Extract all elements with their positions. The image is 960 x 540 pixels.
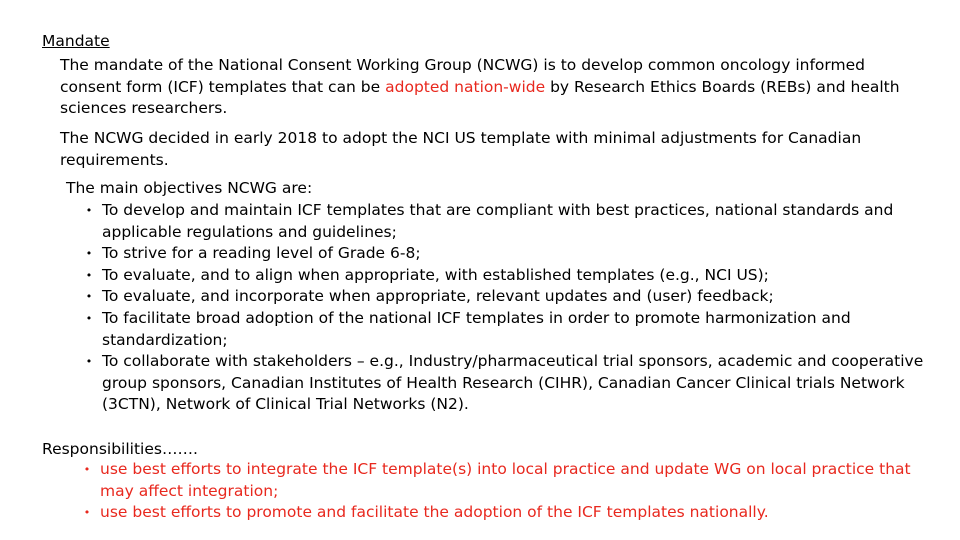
mandate-text-part-2: by Research Ethics Boards (REBs) and health sciences researchers. xyxy=(60,77,900,118)
objective-text: To facilitate broad adoption of the national ICF templates in order to promote harmonization and standardization; xyxy=(102,308,851,349)
mandate-text-part-1: The mandate of the National Consent Working Group (NCWG) is to develop common oncology informed consent form (ICF) templates that can be xyxy=(60,56,865,96)
bullet-icon: • xyxy=(85,268,93,282)
bullet-icon: • xyxy=(83,506,91,520)
bullet-icon: • xyxy=(85,204,93,217)
decision-paragraph: The NCWG decided in early 2018 to adopt the NCI US template with minimal adjustments for Canadian requirements. xyxy=(60,129,862,169)
list-item xyxy=(76,243,946,265)
list-item xyxy=(76,265,946,287)
bullet-icon: • xyxy=(85,247,93,261)
mandate-highlight: adopted nation-wide xyxy=(385,77,546,96)
list-item xyxy=(76,308,946,351)
list-item xyxy=(76,286,946,308)
bullet-icon: • xyxy=(83,463,91,476)
list-item xyxy=(76,200,946,243)
objectives-intro: The main objectives NCWG are: xyxy=(66,179,313,197)
objective-text: To collaborate with stakeholders – e.g., Industry/pharmaceutical trial sponsors, academic and cooperative group sponsors, Canadian Institutes of Health Research (CIHR), Canadian Cancer Clinical trials Network (3CTN), Network of Clinical Trial Networks (N2). xyxy=(102,352,924,414)
bullet-icon: • xyxy=(85,311,93,325)
responsibility-text: use best efforts to integrate the ICF template(s) into local practice and update WG on local practice that may affect integration; xyxy=(100,460,911,500)
mandate-paragraph xyxy=(60,55,930,120)
objective-text: To strive for a reading level of Grade 6-8; xyxy=(102,244,421,263)
responsibility-text: use best efforts to promote and facilitate the adoption of the ICF templates nationally. xyxy=(100,503,769,522)
mandate-heading: Mandate xyxy=(42,32,110,50)
objective-text: To evaluate, and incorporate when appropriate, relevant updates and (user) feedback; xyxy=(102,287,774,306)
responsibilities-title: Responsibilities……. xyxy=(42,440,198,458)
objectives-list xyxy=(76,200,946,416)
responsibilities-list xyxy=(74,459,944,524)
list-item xyxy=(74,459,944,502)
objective-text: To develop and maintain ICF templates that are compliant with best practices, national standards and applicable regulations and guidelines; xyxy=(102,201,894,241)
list-item xyxy=(74,502,944,524)
bullet-icon: • xyxy=(85,355,93,369)
objective-text: To evaluate, and to align when appropriate, with established templates (e.g., NCI US); xyxy=(102,265,769,284)
list-item xyxy=(76,351,946,416)
bullet-icon: • xyxy=(85,290,93,304)
